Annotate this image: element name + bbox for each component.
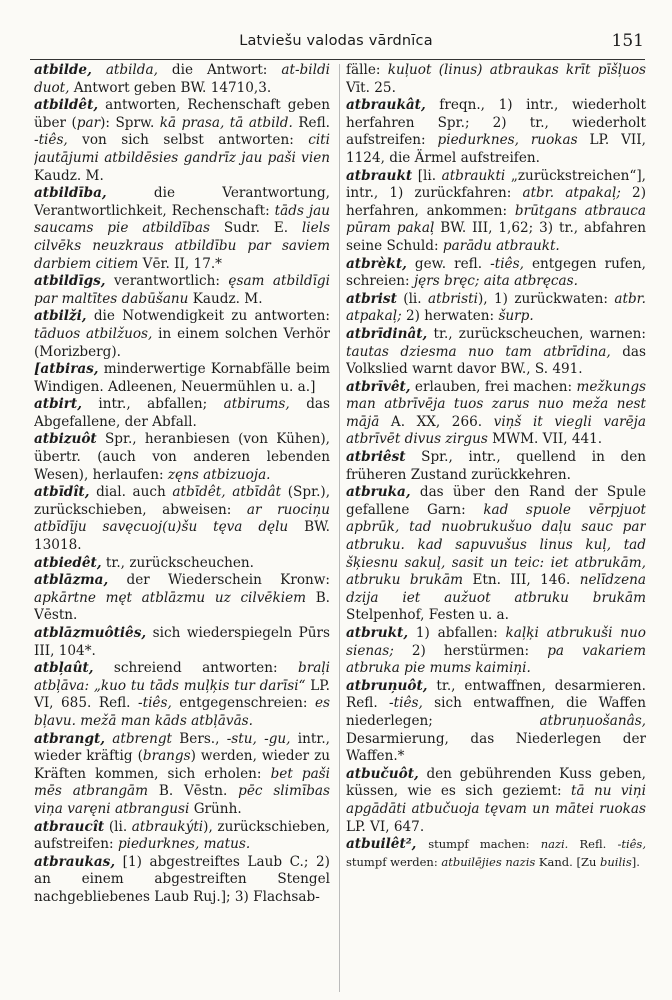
dictionary-entry: [34, 361, 330, 396]
headword: atbraukât,: [346, 97, 426, 114]
headword: atbīdît,: [34, 484, 90, 501]
headword: atbrīvêt,: [346, 378, 411, 395]
entry-definition: stumpf machen: nazi. Refl. -tiês, stumpf werden: atbuilējies nazis Kand. [Zu builis].: [346, 837, 646, 869]
entry-definition: (li. atbristi), 1) zurückwaten: atbr. atpakaļ; 2) herwaten: šurp.: [346, 290, 646, 325]
entry-definition: antworten, Rechenschaft geben über (par): Sprw. kā prasa, tā atbild. Refl. -tiês, von sich selbst antworten: citi jautājumi atbildēsies gandrīz jau paši vien Kaudz. M.: [34, 97, 330, 184]
entry-definition: die Notwendigkeit zu antworten: tāduos atbilžuos, in einem solchen Verhör (Morizberg).: [34, 308, 330, 360]
headword: atbriêst: [346, 449, 406, 466]
headword: atbildêt,: [34, 97, 99, 114]
dictionary-entry: [34, 572, 330, 625]
entry-definition: freqn., 1) intr., wiederholt herfahren Spr.; 2) tr., wiederholt aufstreifen: piedurknes, ruokas LP. VII, 1124, die Ärmel aufstreifen.: [346, 97, 646, 166]
headword: atbrist: [346, 290, 397, 307]
dictionary-entry: [34, 396, 330, 431]
entry-definition: Spr., heranbiesen (von Kühen), übertr. (auch von anderen lebenden Wesen), herlaufen: zęns atbizuoja.: [34, 431, 330, 483]
entry-definition: verantwortlich: ęsam atbildīgi par maltītes dabūšanu Kaudz. M.: [34, 273, 330, 307]
dictionary-entry: [34, 484, 330, 554]
headword: atbiedêt,: [34, 554, 102, 571]
headword: atbučuôt,: [346, 765, 419, 782]
running-head: Latviešu valodas vārdnīca: [239, 33, 433, 49]
dictionary-entry: [34, 660, 330, 730]
page-header: [0, 33, 672, 55]
headword: atbilde,: [34, 62, 92, 78]
dictionary-entry: [34, 555, 330, 573]
entry-definition: sich wiederspiegeln Pūrs III, 104*.: [34, 625, 330, 659]
headword: atbrangt,: [34, 730, 105, 747]
dictionary-entry: [34, 854, 330, 907]
entry-definition: (li. atbraukýti), zurückschieben, aufstreifen: piedurknes, matus.: [34, 818, 330, 853]
dictionary-entry: [346, 836, 646, 871]
headword: atbildība,: [34, 185, 107, 202]
headword: atbļaût,: [34, 660, 94, 677]
dictionary-entry: [34, 97, 330, 185]
headword: atbruņuôt,: [346, 677, 428, 694]
dictionary-entry: [34, 431, 330, 484]
headword: atbizuôt: [34, 431, 97, 448]
dictionary-entry: [34, 185, 330, 273]
dictionary-entry: [346, 766, 646, 836]
entry-definition: die Verantwortung, Verantwortlichkeit, Rechenschaft: tāds jau saucams pie atbildības Sudr. E. liels cilvēks neuzkraus atbildību par saviem darbiem citiem Vēr. II, 17.*: [34, 185, 330, 272]
entry-definition: erlauben, frei machen: mežkungs man atbrīvēja tuos zarus nuo meža nest mājā A. XX, 266. viņš it viegli varēja atbrīvēt divus zirgus MWM. VII, 441.: [346, 378, 646, 448]
dictionary-entry: [34, 731, 330, 819]
entry-definition: der Wiederschein Kronw: apkārtne męt atblāzmu uz cilvēkiem B. Vēstn.: [34, 572, 330, 624]
entry-definition: den gebührenden Kuss geben, küssen, wie es sich geziemt: tā nu viņi apgādāti atbučuoja tęvam un mātei ruokas LP. VI, 647.: [346, 765, 646, 835]
entry-definition: gew. refl. -tiês, entgegen rufen, schreien: jęrs bręc; aita atbręcas.: [346, 255, 646, 290]
dictionary-entry: [346, 62, 646, 97]
dictionary-entry: [346, 379, 646, 449]
entry-definition: tr., zurückscheuchen, warnen: tautas dziesma nuo tam atbrīdina, das Volkslied warnt davor BW., S. 491.: [346, 325, 646, 378]
dictionary-entry: [346, 484, 646, 625]
headword: atbuilêt²,: [346, 836, 417, 853]
right-column: [346, 62, 646, 994]
dictionary-entry: [346, 678, 646, 766]
headword: atbildīgs,: [34, 273, 106, 290]
page-number: 151: [611, 31, 644, 51]
headword: [atbiras,: [34, 361, 99, 378]
dictionary-entry: [34, 819, 330, 854]
headword: atbruka,: [346, 484, 411, 501]
dictionary-entry: [346, 256, 646, 291]
dictionary-entry: [34, 62, 330, 97]
dictionary-entry: [346, 97, 646, 167]
entry-definition: tr., zurückscheuchen.: [101, 554, 254, 571]
entry-definition: [1) abgestreiftes Laub C.; 2) an einem abgestreiften Stengel nachgebliebenes Laub Ruj.]; 3) Flachsab-: [34, 853, 330, 905]
headword: atbraucît: [34, 818, 105, 835]
column-divider: [339, 64, 340, 992]
headword: atbirt,: [34, 396, 82, 413]
entry-definition: 1) abfallen: kaļķi atbrukuši nuo sienas; 2) herstürmen: pa vakariem atbruka pie mums kaimiņi.: [346, 625, 646, 677]
headword: atbrèkt,: [346, 255, 407, 272]
entry-definition: schreiend antworten: braļi atbļāva: „kuo tu tāds muļķis tur darīsi“ LP. VI, 685. Refl. -tiês, entgegenschreien: es bļavu. mežā man kāds atbļāvās.: [34, 660, 330, 729]
entry-definition: tr., entwaffnen, desarmieren. Refl. -tiês, sich entwaffnen, die Waffen niederlegen; atbruņuošanâs, Desarmierung, das Niederlegen der Waffen.*: [346, 677, 646, 765]
headword: atbraukt: [346, 167, 413, 184]
entry-definition: dial. auch atbīdêt, atbīdât (Spr.), zurückschieben, abweisen: ar ruociņu atbīdīju savęcuoj(u)šu tęva dęlu BW. 13018.: [34, 484, 330, 554]
header-rule: [30, 59, 645, 60]
dictionary-entry: [346, 168, 646, 256]
dictionary-entry: [34, 273, 330, 308]
dictionary-entry: [346, 625, 646, 678]
dictionary-entry: [346, 291, 646, 326]
headword: atbilži,: [34, 308, 87, 325]
headword: atbrukt,: [346, 625, 409, 641]
entry-definition: atbrengt Bers., -stu, -gu, intr., wieder kräftig (brangs) werden, wieder zu Kräften kommen, sich erholen: bet paši mēs atbrangām B. Vēstn. pēc slimības viņa varęni atbrangusi Grünh.: [34, 730, 330, 817]
headword: atbraukas,: [34, 853, 116, 870]
entry-definition: Spr., intr., quellend in den früheren Zustand zurückkehren.: [346, 449, 646, 483]
entry-definition: atbilda, die Antwort: at-bildi duot, Antwort geben BW. 14710,3.: [34, 62, 330, 96]
entry-definition: das über den Rand der Spule gefallene Garn: kad spuole vērpjuot apbrūk, tad nuobrukušuo daļu sauc par atbruku. kad sapuvušus linus kuļ, tad šķiesnu sakuļ, sasit un teic: iet atbrukām, atbruku brukām Etn. III, 146. nelīdzena dzija iet aužuot atbruku brukām Stelpenhof, Festen u. a.: [346, 484, 646, 624]
headword: atblāzma,: [34, 572, 109, 589]
dictionary-entry: [34, 625, 330, 660]
entry-definition: [li. atbraukti „zurückstreichen“], intr., 1) zurückfahren: atbr. atpakaļ; 2) herfahren, ankommen: brūtgans atbrauca pūram pakaļ BW. III, 1,62; 3) tr., abfahren seine Schuld: parādu atbraukt.: [346, 167, 646, 254]
headword: atbrīdinât,: [346, 325, 428, 342]
left-column: [34, 62, 330, 994]
dictionary-entry: [346, 326, 646, 379]
dictionary-entry: [34, 308, 330, 361]
dictionary-entry: [346, 449, 646, 484]
entry-definition: minderwertige Kornabfälle beim Windigen. Adleenen, Neuermühlen u. a.]: [34, 361, 330, 395]
entry-definition: fälle: kuļuot (linus) atbraukas krīt pīšļuos Vīt. 25.: [346, 62, 646, 96]
headword: atblāzmuôtiês,: [34, 625, 147, 641]
entry-definition: intr., abfallen; atbirums, das Abgefallene, der Abfall.: [34, 396, 330, 430]
